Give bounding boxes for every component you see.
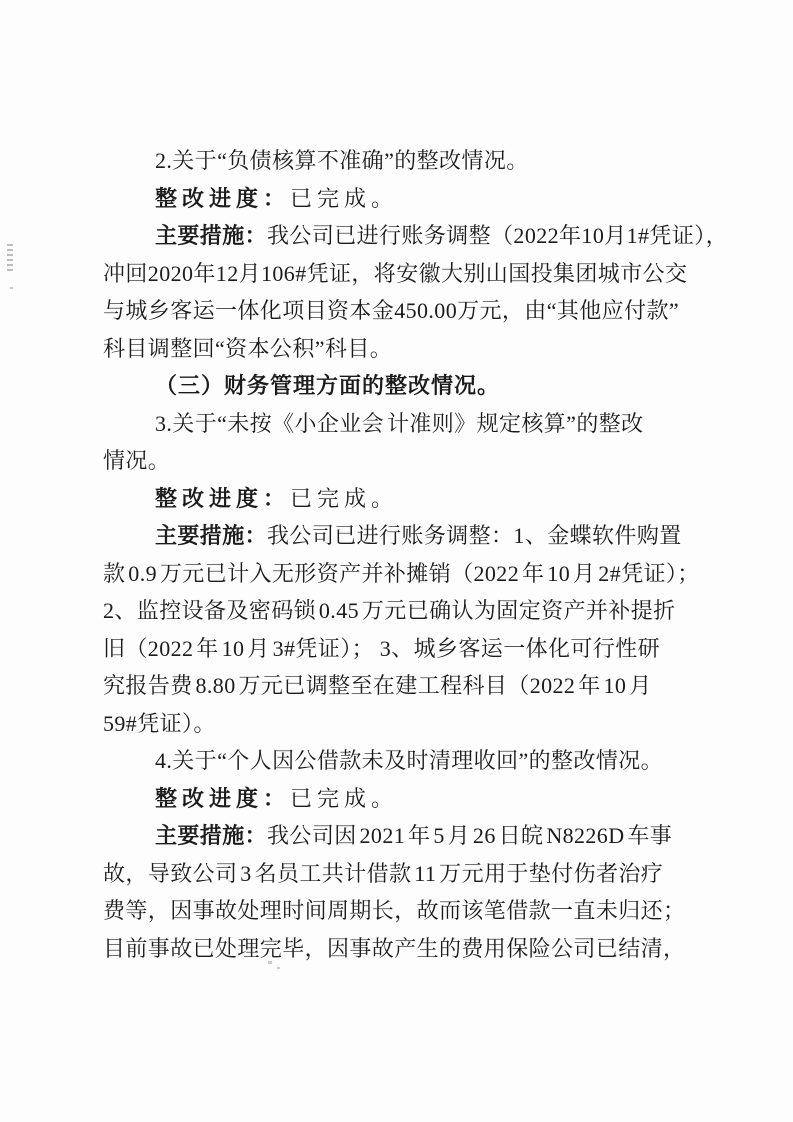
line-body [103, 705, 693, 743]
line-body [103, 292, 693, 330]
line-measures [103, 817, 693, 855]
bold-label: 主要措施： [155, 823, 268, 848]
line-body [103, 592, 693, 630]
line-item-title [103, 405, 693, 443]
line-body [103, 667, 693, 705]
text-segment: 已完成。 [290, 185, 399, 211]
line-measures [103, 217, 729, 255]
line-body [103, 892, 693, 930]
line-item-title [103, 742, 693, 780]
line-progress [103, 180, 693, 218]
text-segment: 2.关于“负债核算不准确”的整改情况。 [155, 148, 529, 173]
text-segment: 情况。 [103, 448, 171, 473]
text-block [103, 142, 729, 967]
line-progress [103, 780, 693, 818]
scan-artifact [10, 287, 13, 289]
text-segment: 究报告费 8.80 万元已调整至在建工程科目（2022 年 10 月 [103, 673, 652, 698]
scan-artifact [277, 967, 280, 969]
line-progress [103, 480, 693, 518]
line-body [103, 255, 693, 293]
text-segment: 旧（2022 年 10 月 3#凭证）； 3、城乡客运一体化可行性研 [103, 635, 661, 661]
text-segment: 已完成。 [290, 485, 399, 511]
line-body [103, 442, 693, 480]
bold-label: 整改进度： [155, 185, 291, 211]
bold-label: 主要措施： [155, 523, 268, 548]
text-segment: 2、监控设备及密码锁 0.45 万元已确认为固定资产并补提折 [103, 598, 676, 623]
line-measures [103, 517, 693, 555]
line-body [103, 555, 700, 593]
text-segment: 与城乡客运一体化项目资本金450.00万元，由“其他应付款” [103, 298, 680, 323]
scan-artifact [7, 244, 13, 274]
text-segment: 款 0.9 万元已计入无形资产并补摊销（2022 年 10 月 2#凭证）； [103, 560, 700, 586]
bold-label: 整改进度： [155, 485, 291, 511]
text-segment: 4.关于“个人因公借款未及时清理收回”的整改情况。 [155, 748, 664, 773]
line-item-title [103, 142, 693, 180]
line-body [103, 930, 693, 968]
text-segment: 科目调整回“资本公积”科目。 [103, 335, 393, 361]
line-heading [103, 367, 693, 405]
bold-label: 整改进度： [155, 785, 291, 811]
text-segment: 3.关于“未按《小企业会 计准则》规定核算”的整改 [155, 410, 644, 436]
text-segment: 已完成。 [290, 785, 399, 811]
line-body [103, 630, 693, 668]
line-body [103, 330, 693, 368]
text-segment: 故，导致公司 3 名员工共计借款 11 万元用于垫付伤者治疗 [103, 860, 664, 886]
text-segment: 目前事故已处理完毕，因事故产生的费用保险公司已结清， [103, 935, 686, 961]
bold-label: 主要措施： [155, 223, 268, 248]
bold-label: （三）财务管理方面的整改情况。 [155, 373, 501, 398]
line-body [103, 855, 693, 893]
text-segment: 我公司因 2021 年 5 月 26 日皖 N8226D 车事 [267, 823, 673, 848]
text-segment: 冲回2020年12月106#凭证，将安徽大别山国投集团城市公交 [103, 260, 688, 286]
text-segment: 我公司已进行账务调整（2022年10月1#凭证）， [267, 223, 729, 248]
text-segment: 我公司已进行账务调整：1、金蝶软件购置 [267, 523, 682, 548]
text-segment: 费等，因事故处理时间周期长，故而该笔借款一直未归还； [103, 898, 686, 923]
text-segment: 59#凭证）。 [103, 710, 216, 736]
